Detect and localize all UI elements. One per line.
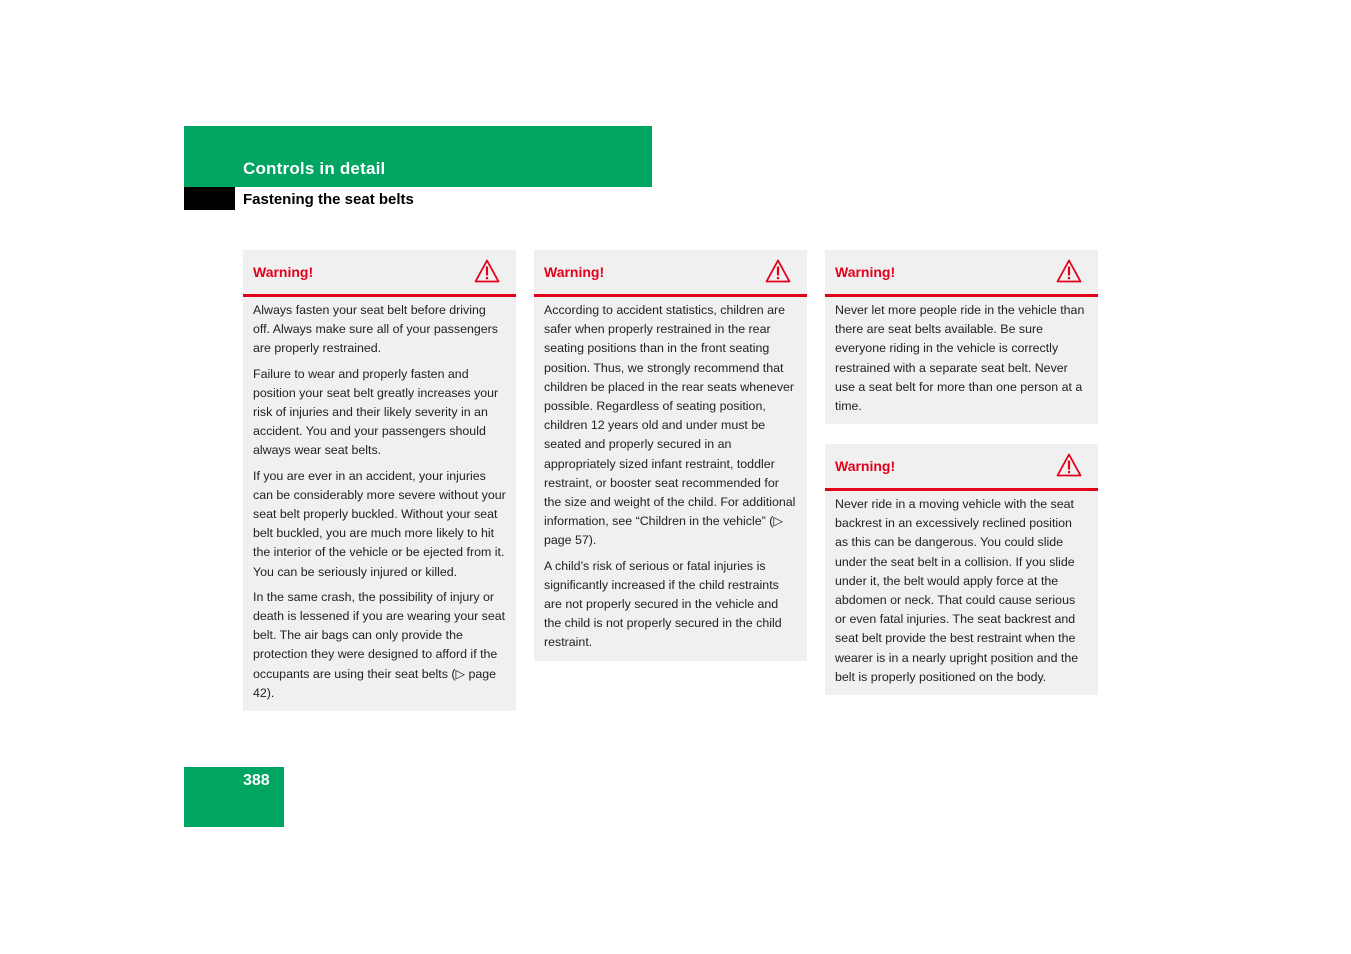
warning-body: [825, 491, 1098, 695]
subsection-title: Fastening the seat belts: [243, 191, 414, 208]
warning-body: [243, 297, 516, 711]
warning-triangle-icon: [765, 259, 791, 283]
warning-triangle-icon: [1056, 259, 1082, 283]
subsection-marker: [184, 187, 235, 210]
section-title: Controls in detail: [243, 159, 386, 178]
warning-paragraph: Never ride in a moving vehicle with the seat backrest in an excessively reclined position as this can be dangerous. You could slide under the seat belt in a collision. If you slide under it, the belt would apply force at the abdomen or neck. That could cause serious or even fatal injuries. The seat backrest and seat belt provide the best restraint when the wearer is in a nearly upright position and the belt is properly positioned on the body.: [835, 497, 1079, 684]
warning-label: Warning!: [253, 264, 314, 280]
warning-paragraph: A child’s risk of serious or fatal injuries is significantly increased if the child restraints are not properly secured in the vehicle and the child is not properly secured in the child restraint.: [544, 558, 782, 650]
warning-triangle-icon: [474, 259, 500, 283]
page-number: 388: [243, 772, 270, 789]
warning-paragraph: Failure to wear and properly fasten and position your seat belt greatly increases your risk of injuries and their likely severity in an accident. You and your passengers should always wear seat belts.: [253, 366, 499, 458]
warning-triangle-icon: [1056, 453, 1082, 477]
warning-box-4: [825, 444, 1098, 695]
warning-header: [534, 250, 807, 297]
warning-box-1: [243, 250, 516, 711]
warning-header: [825, 250, 1098, 297]
warning-label: Warning!: [835, 458, 896, 474]
warning-body: [825, 297, 1098, 424]
warning-box-2: [534, 250, 807, 661]
warning-header: [825, 444, 1098, 491]
warning-box-3: [825, 250, 1098, 424]
warning-paragraph: Never let more people ride in the vehicle than there are seat belts available. Be sure everyone riding in the vehicle is correctly restrained with a separate seat belt. Never use a seat belt for more than one person at a time.: [835, 303, 1085, 414]
warning-header: [243, 250, 516, 297]
warning-body: [534, 297, 807, 661]
warning-paragraph: According to accident statistics, children are safer when properly restrained in the rear seating positions than in the front seating position. Thus, we strongly recommend that children be placed in the rear seats whenever possible. Regardless of seating position, children 12 years old and under must be seated and properly secured in an appropriately sized infant restraint, toddler restraint, or booster seat recommended for the size and weight of the child. For additional information, see “Children in the vehicle” (▷ page 57).: [544, 303, 796, 548]
warning-paragraph: If you are ever in an accident, your injuries can be considerably more severe without your seat belt properly buckled. Without your seat belt buckled, you are much more likely to hit the interior of the vehicle or be ejected from it. You can be seriously injured or killed.: [253, 468, 506, 579]
warning-paragraph: In the same crash, the possibility of injury or death is lessened if you are wearing your seat belt. The air bags can only provide the protection they were designed to afford if the occupants are using their seat belts (▷ page 42).: [253, 589, 506, 700]
warning-label: Warning!: [835, 264, 896, 280]
warning-label: Warning!: [544, 264, 605, 280]
warning-paragraph: Always fasten your seat belt before driving off. Always make sure all of your passengers are properly restrained.: [253, 303, 498, 356]
